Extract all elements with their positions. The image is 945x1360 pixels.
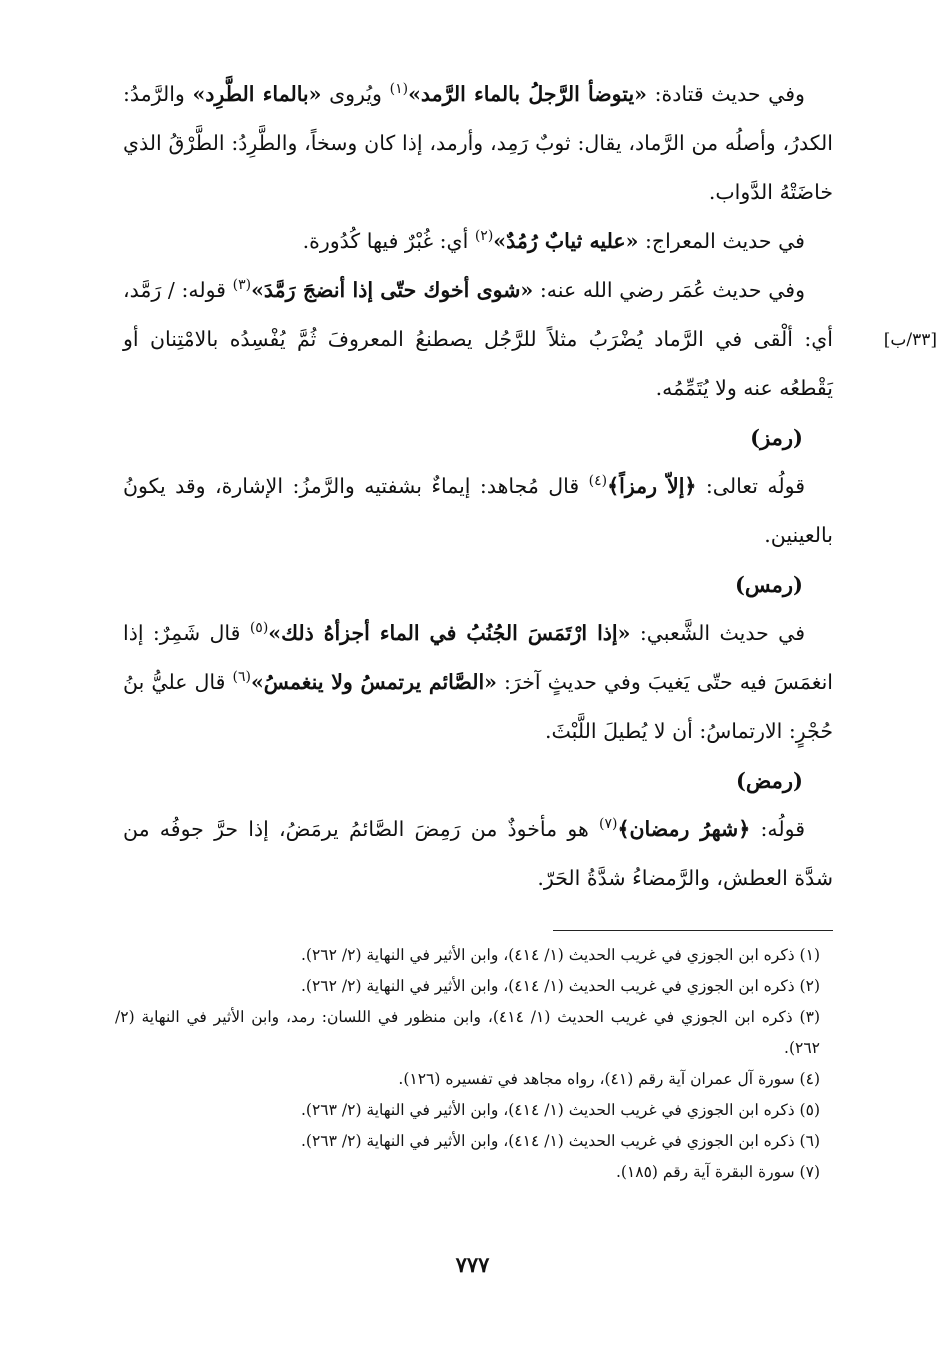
- footnote-ref: (٧): [599, 816, 618, 833]
- footnote-ref: (٢): [474, 228, 494, 245]
- paragraph-qatada: [123, 70, 833, 217]
- paragraph-umar: [123, 266, 833, 413]
- text-run: قوله: / رَمَّد، أي: ألْقى في الرَّماد يُضْرَبُ مثلاً للرَّجُل يصطنعُ المعروفَ ثُمَّ يُفْسِدُه بالامْتِنان أو يَقْطعُه عنه ولا يُتَمِّمُه.: [123, 278, 833, 400]
- text-run: ويُروى: [321, 82, 390, 106]
- main-text: [123, 70, 833, 903]
- text-run: والرَّمدُ: الكدرُ، وأصلُه من الرَّماد، يقال: ثوبٌ رَمِد، وأرمد، إذا كان وسخاً، والطَّرِدُ: الطَّرْقُ الذي خاضَتْهُ الدَّواب.: [123, 82, 833, 204]
- footnote-separator: [553, 930, 833, 931]
- paragraph-rams: [123, 609, 833, 756]
- footnote: (١) ذكره ابن الجوزي في غريب الحديث (١/ ٤١٤)، وابن الأثير في النهاية (٢/ ٢٦٢).: [300, 946, 820, 964]
- footnote: (٣) ذكره ابن الجوزي في غريب الحديث (١/ ٤١٤)، وابن منظور في اللسان: رمد، وابن الأثير في النهاية (٢/ ٢٦٢).: [115, 1008, 820, 1057]
- paragraph-ramz: [123, 462, 833, 560]
- text-run: قال عليُّ بنُ حُجْرٍ: الارتماسُ: أن لا يُطيلَ اللَّبْثَ.: [123, 670, 833, 743]
- footnotes: [115, 940, 820, 1188]
- hadith-quote: «شوى أخوك حتّى إذا أنضجَ رَمَّدَ»: [251, 278, 534, 302]
- footnote-ref: (٥): [249, 620, 269, 637]
- quran-quote: ﴿شهرُ رمضان﴾: [617, 817, 751, 841]
- text-run: وفي حديث قتادة:: [646, 82, 805, 106]
- footnote: (٥) ذكره ابن الجوزي في غريب الحديث (١/ ٤١٤)، وابن الأثير في النهاية (٢/ ٢٦٣).: [300, 1101, 820, 1119]
- footnote-ref: (١): [389, 81, 409, 98]
- hadith-quote: «إذا ارْتَمَسَ الجُنُبُ في الماء أجزأهُ ذلك»: [268, 621, 631, 645]
- footnote-ref: (٦): [232, 669, 251, 686]
- section-heading-rams: (رمس): [734, 572, 803, 597]
- text-run: قولُه:: [750, 817, 805, 841]
- section-heading-ramad: (رمض): [736, 768, 803, 793]
- footnote-ref: (٣): [232, 277, 252, 294]
- section-heading-ramz: (رمز): [750, 425, 803, 450]
- paragraph-ramadan: [123, 805, 833, 903]
- text-run: في حديث الشَّعبي:: [630, 621, 805, 645]
- text-run: قال مُجاهد: إيماءٌ بشفتيه والرَّمزُ: الإشارة، وقد يكونُ بالعينين.: [123, 474, 833, 547]
- quran-quote: ﴿إلاّ رمزاً﴾: [607, 474, 697, 498]
- hadith-quote: «بالماء الطَّرِد»: [192, 82, 322, 106]
- paragraph-miraj: [123, 217, 833, 266]
- page-number: ٧٧٧: [455, 1252, 490, 1277]
- hadith-quote: «الصَّائم يرتمسُ ولا ينغمسُ»: [250, 670, 497, 694]
- hadith-quote: «عليه ثيابٌ رُمُدٌ»: [493, 229, 639, 253]
- manuscript-folio-marker: [٣٣/ب]: [883, 330, 937, 350]
- text-run: وفي حديث عُمَر رضي الله عنه:: [533, 278, 805, 302]
- footnote: (٦) ذكره ابن الجوزي في غريب الحديث (١/ ٤١٤)، وابن الأثير في النهاية (٢/ ٢٦٣).: [300, 1132, 820, 1150]
- footnote: (٧) سورة البقرة آية رقم (١٨٥).: [615, 1163, 820, 1181]
- text-run: في حديث المعراج:: [638, 229, 805, 253]
- hadith-quote: «يتوضأ الرَّجلُ بالماء الرَّمد»: [408, 82, 647, 106]
- footnote: (٢) ذكره ابن الجوزي في غريب الحديث (١/ ٤١٤)، وابن الأثير في النهاية (٢/ ٢٦٢).: [300, 977, 820, 995]
- text-run: قال شَمِرٌ: إذا انغمَسَ فيه حتّى يَغيبَ وفي حديثٍ آخرَ:: [123, 621, 833, 694]
- text-run: هو مأخوذٌ من رَمِضَ الصَّائمُ يرمَضُ، إذا حرَّ جوفُه من شدَّة العطش، والرَّمضاءُ شدَّةُ الحَرّ.: [123, 817, 833, 890]
- footnote: (٤) سورة آل عمران آية رقم (٤١)، رواه مجاهد في تفسيره (١٢٦).: [398, 1070, 820, 1088]
- text-run: أي: غُبْرٌ فيها كُدُورة.: [302, 229, 475, 253]
- text-run: قولُه تعالى:: [696, 474, 805, 498]
- footnote-ref: (٤): [588, 473, 608, 490]
